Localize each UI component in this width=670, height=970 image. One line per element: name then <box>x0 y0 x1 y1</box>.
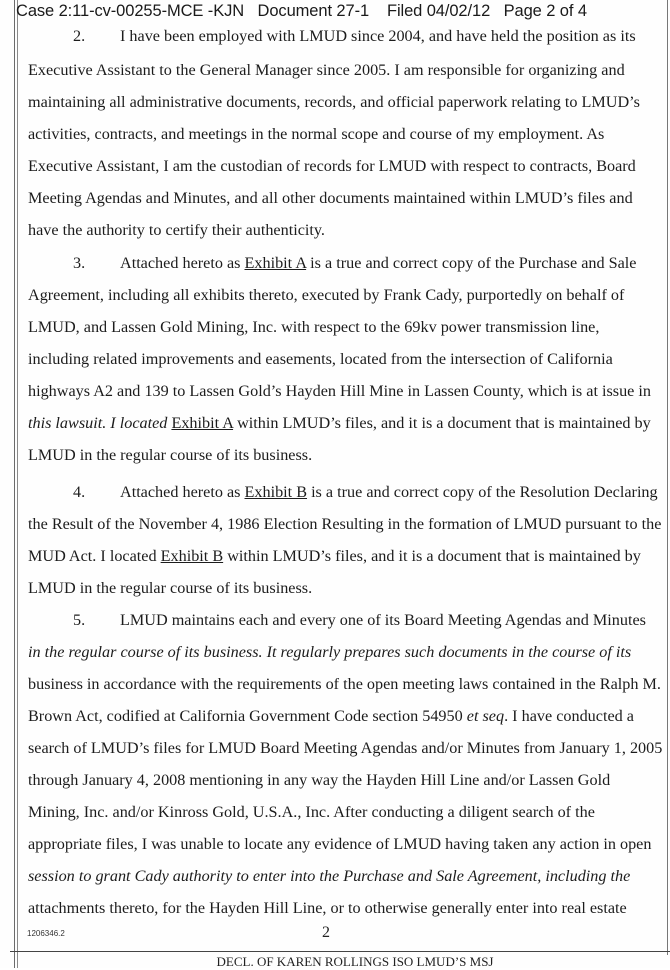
paragraph-5-line-1: 5. LMUD maintains each and every one of its Board Meeting Agendas and Minutes <box>73 611 646 629</box>
footer-document-id: 1206346.2 <box>27 929 65 938</box>
paragraph-5-line: business in accordance with the requirements of the open meeting laws contained in the Ralph M. <box>28 675 661 693</box>
paragraph-3-line: highways A2 and 139 to Lassen Gold’s Hayden Hill Mine in Lassen County, which is at issue in <box>28 382 652 400</box>
paragraph-2-line: maintaining all administrative documents, records, and official paperwork relating to LMUD’s <box>28 93 640 111</box>
exhibit-a-reference: Exhibit A <box>244 254 307 272</box>
left-margin-rule-inner <box>17 0 18 968</box>
paragraph-2-line: have the authority to certify their authenticity. <box>28 221 325 239</box>
paragraph-3-line: Agreement, including all exhibits thereto, executed by Frank Cady, purportedly on behalf of <box>28 286 625 304</box>
paragraph-4-line-1: 4. Attached hereto as Exhibit B is a true and correct copy of the Resolution Declaring <box>73 483 658 501</box>
exhibit-b-reference: Exhibit B <box>244 483 308 501</box>
paragraph-5-line: Mining, Inc. and/or Kinross Gold, U.S.A., Inc. After conducting a diligent search of the <box>28 803 595 821</box>
paragraph-5-line: session to grant Cady authority to enter into the Purchase and Sale Agreement, including the <box>28 867 631 885</box>
paragraph-4-line: the Result of the November 4, 1986 Election Resulting in the formation of LMUD pursuant to the <box>28 515 662 533</box>
paragraph-number: 3. <box>73 254 86 272</box>
case-header: Case 2:11-cv-00255-MCE -KJN Document 27-1 Filed 04/02/12 Page 2 of 4 <box>16 2 587 20</box>
paragraph-3-line: including related improvements and easements, located from the intersection of California <box>28 350 613 368</box>
paragraph-number: 5. <box>73 611 86 629</box>
paragraph-3-line: this lawsuit. I located Exhibit A within LMUD’s files, and it is a document that is maintained by <box>28 414 651 432</box>
paragraph-5-line: appropriate files, I was unable to locate any evidence of LMUD having taken any action in open <box>28 835 652 853</box>
paragraph-4-line: MUD Act. I located Exhibit B within LMUD’s files, and it is a document that is maintained by <box>28 547 641 565</box>
paragraph-2-line: activities, contracts, and meetings in the normal scope and course of my employment. As <box>28 125 605 143</box>
paragraph-3-line: LMUD, and Lassen Gold Mining, Inc. with respect to the 69kv power transmission line, <box>28 318 600 336</box>
paragraph-number: 4. <box>73 483 86 501</box>
left-margin-rule <box>14 0 15 968</box>
paragraph-number: 2. <box>73 27 86 45</box>
paragraph-2-line-1: 2. I have been employed with LMUD since 2004, and have held the position as its <box>73 27 636 45</box>
paragraph-2-line: Executive Assistant to the General Manager since 2005. I am responsible for organizing and <box>28 61 625 79</box>
paragraph-3-line: LMUD in the regular course of its business. <box>28 446 313 464</box>
exhibit-b-reference: Exhibit B <box>160 547 224 565</box>
paragraph-2-line: Executive Assistant, I am the custodian of records for LMUD with respect to contracts, Board <box>28 157 636 175</box>
footer-document-title: DECL. OF KAREN ROLLINGS ISO LMUD’S MSJ <box>216 954 494 969</box>
paragraph-4-line: LMUD in the regular course of its business. <box>28 579 313 597</box>
exhibit-a-reference: Exhibit A <box>171 414 234 432</box>
paragraph-2-line: Meeting Agendas and Minutes, and all other documents maintained within LMUD’s files and <box>28 189 633 207</box>
paragraph-5-line: in the regular course of its business. It regularly prepares such documents in the course of its <box>28 643 632 661</box>
right-margin-rule <box>667 0 668 955</box>
paragraph-3-line-1: 3. Attached hereto as Exhibit A is a true and correct copy of the Purchase and Sale <box>73 254 637 272</box>
footer-divider <box>10 951 670 952</box>
paragraph-5-line: search of LMUD’s files for LMUD Board Meeting Agendas and/or Minutes from January 1, 2005 <box>28 739 663 757</box>
footer-page-number: 2 <box>322 924 330 941</box>
paragraph-5-line: Brown Act, codified at California Government Code section 54950 et seq. I have conducted a <box>28 707 634 725</box>
paragraph-5-line: through January 4, 2008 mentioning in any way the Hayden Hill Line and/or Lassen Gold <box>28 771 611 789</box>
paragraph-5-line: attachments thereto, for the Hayden Hill Line, or to otherwise generally enter into real estate <box>28 899 627 917</box>
